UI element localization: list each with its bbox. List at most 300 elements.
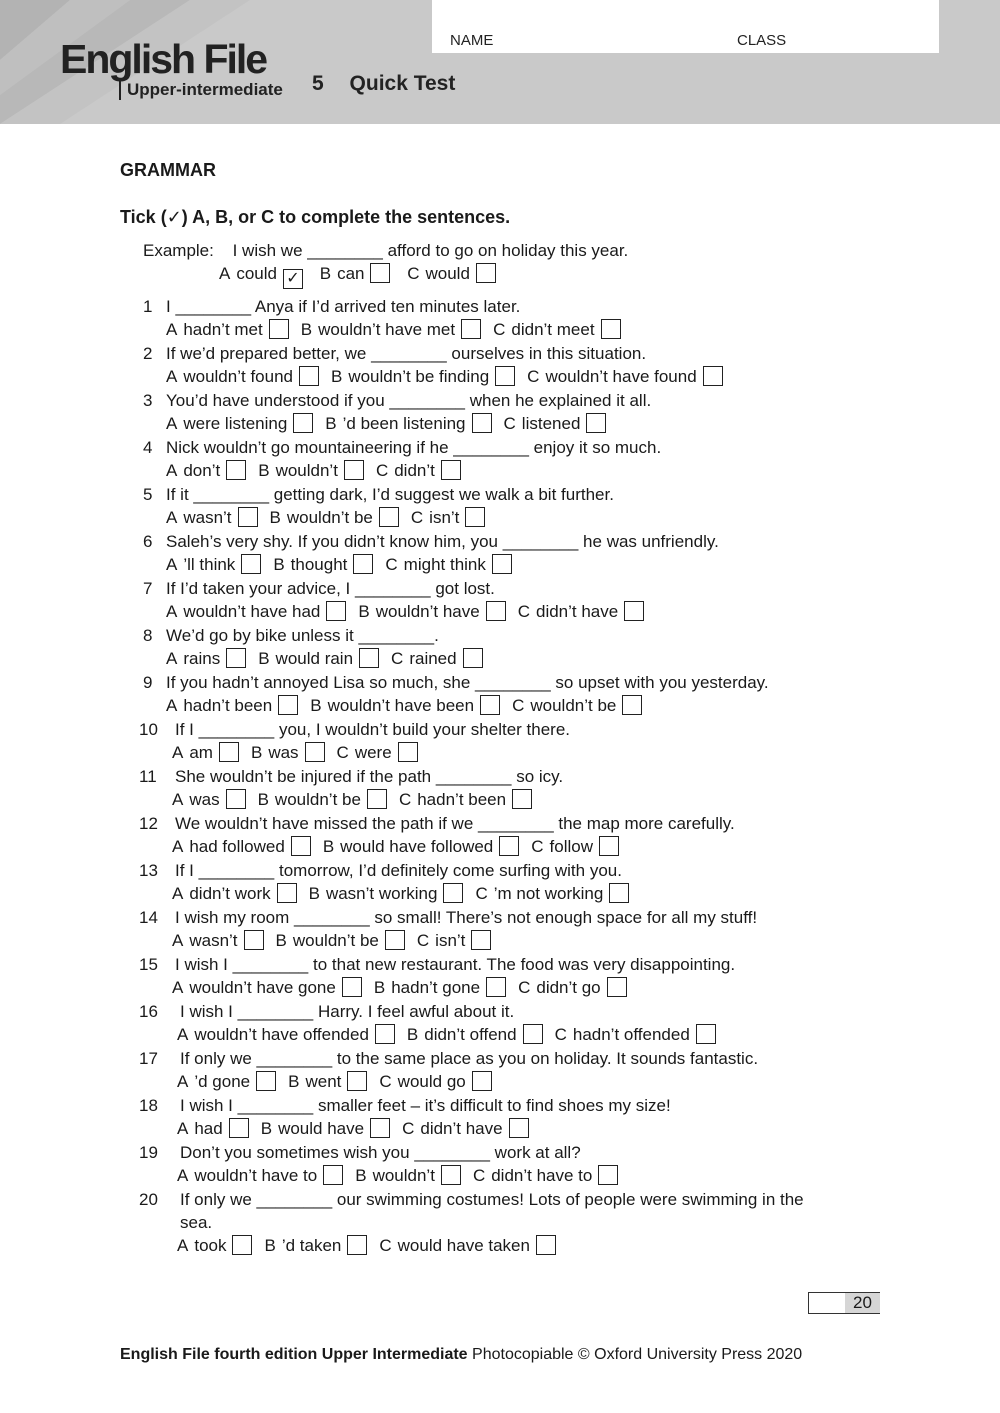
answer-checkbox[interactable] xyxy=(347,1071,367,1091)
option-text: didn’t go xyxy=(536,978,601,997)
option-letter: B xyxy=(325,414,337,433)
answer-checkbox[interactable] xyxy=(523,1024,543,1044)
example-checkbox[interactable] xyxy=(476,263,496,283)
answer-option xyxy=(276,931,405,950)
option-text: didn’t meet xyxy=(511,320,595,339)
question-number: 8 xyxy=(143,626,153,645)
option-letter: A xyxy=(172,743,184,762)
question-options xyxy=(177,1118,541,1140)
answer-checkbox[interactable] xyxy=(226,460,246,480)
option-text: wasn’t xyxy=(183,508,232,527)
score-total: 20 xyxy=(845,1293,880,1313)
answer-checkbox[interactable] xyxy=(269,319,289,339)
answer-checkbox[interactable] xyxy=(375,1024,395,1044)
answer-checkbox[interactable] xyxy=(323,1165,343,1185)
answer-option xyxy=(258,461,364,480)
option-text: am xyxy=(189,743,213,762)
option-letter: B xyxy=(257,790,269,809)
answer-checkbox[interactable] xyxy=(226,789,246,809)
answer-checkbox[interactable] xyxy=(461,319,481,339)
question-sentence: She wouldn’t be injured if the path ________ so icy. xyxy=(175,767,564,786)
option-text: hadn’t met xyxy=(183,320,263,339)
answer-option xyxy=(399,790,532,809)
answer-option xyxy=(379,1072,491,1091)
option-text: took xyxy=(194,1236,227,1255)
option-letter: C xyxy=(472,1166,486,1185)
class-label: CLASS xyxy=(737,32,787,49)
answer-checkbox[interactable] xyxy=(471,930,491,950)
answer-option xyxy=(177,1025,395,1044)
question-number: 6 xyxy=(143,532,153,551)
question-options xyxy=(166,507,497,529)
option-letter: A xyxy=(166,367,178,386)
logo-title: English File xyxy=(60,36,267,82)
answer-checkbox[interactable] xyxy=(359,648,379,668)
answer-checkbox[interactable] xyxy=(219,742,239,762)
option-text: would have followed xyxy=(340,837,494,856)
question-sentence: I ________ Anya if I’d arrived ten minutes later. xyxy=(166,297,521,316)
option-letter: C xyxy=(416,931,430,950)
question-sentence: I wish I ________ Harry. I feel awful about it. xyxy=(180,1002,515,1021)
answer-option xyxy=(251,743,325,762)
option-letter: A xyxy=(177,1025,189,1044)
option-letter: C xyxy=(517,602,530,621)
answer-checkbox[interactable] xyxy=(499,836,519,856)
option-text: wouldn’t have found xyxy=(545,367,697,386)
answer-option xyxy=(258,649,379,668)
option-text: wouldn’t have xyxy=(375,602,480,621)
option-text: would rain xyxy=(275,649,354,668)
option-text: wouldn’t have gone xyxy=(189,978,336,997)
section-heading: GRAMMAR xyxy=(120,160,216,180)
question-number: 3 xyxy=(143,391,153,410)
answer-checkbox[interactable] xyxy=(277,883,297,903)
option-text: hadn’t been xyxy=(417,790,507,809)
option-text: might think xyxy=(403,555,486,574)
answer-option xyxy=(172,837,311,856)
option-letter: C xyxy=(398,790,412,809)
option-letter: A xyxy=(177,1236,189,1255)
option-letter: A xyxy=(166,602,178,621)
question-sentence: We wouldn’t have missed the path if we ________ the map more carefully. xyxy=(175,814,735,833)
question-options xyxy=(166,648,495,670)
option-text: wouldn’t be xyxy=(292,931,379,950)
answer-checkbox[interactable] xyxy=(441,460,461,480)
answer-option xyxy=(531,837,619,856)
question-options xyxy=(166,460,473,482)
answer-checkbox[interactable] xyxy=(601,319,621,339)
option-letter: C xyxy=(527,367,540,386)
test-number: 5 xyxy=(312,72,324,95)
question-sentence: Don’t you sometimes wish you ________ work at all? xyxy=(180,1143,581,1162)
question-number: 20 xyxy=(139,1190,158,1209)
option-text: wouldn’t have met xyxy=(318,320,456,339)
question-sentence: I wish I ________ to that new restaurant. The food was very disappointing. xyxy=(175,955,736,974)
question-options xyxy=(172,930,503,952)
page-header xyxy=(0,0,1000,124)
answer-option xyxy=(166,367,319,386)
answer-checkbox[interactable] xyxy=(463,648,483,668)
example-text: I wish we ________ afford to go on holiday this year. xyxy=(232,241,629,260)
answer-checkbox[interactable] xyxy=(347,1235,367,1255)
option-letter: B xyxy=(406,1025,419,1044)
option-letter: C xyxy=(531,837,544,856)
answer-option xyxy=(177,1072,276,1091)
answer-option xyxy=(261,1119,390,1138)
question-sentence: If it ________ getting dark, I’d suggest we walk a bit further. xyxy=(166,485,614,504)
option-letter: A xyxy=(172,931,184,950)
question-options xyxy=(166,695,654,717)
example-options xyxy=(219,263,508,289)
option-text: rained xyxy=(409,649,457,668)
answer-checkbox[interactable] xyxy=(232,1235,252,1255)
answer-option xyxy=(376,461,461,480)
answer-option xyxy=(264,1236,367,1255)
answer-checkbox[interactable] xyxy=(229,1118,249,1138)
option-text: went xyxy=(305,1072,342,1091)
option-text: thought xyxy=(290,555,348,574)
answer-checkbox[interactable] xyxy=(226,648,246,668)
question-sentence: Saleh’s very shy. If you didn’t know him, you ________ he was unfriendly. xyxy=(166,532,719,551)
option-text: rains xyxy=(183,649,221,668)
option-letter: B xyxy=(355,1166,367,1185)
answer-option xyxy=(527,367,723,386)
option-letter: C xyxy=(512,696,525,715)
example-option: C would xyxy=(407,264,496,283)
example-checkbox[interactable]: ✓ xyxy=(283,269,303,289)
question-number: 16 xyxy=(139,1002,158,1021)
answer-option xyxy=(493,320,620,339)
answer-checkbox[interactable] xyxy=(291,836,311,856)
question-options xyxy=(177,1165,630,1187)
answer-checkbox[interactable] xyxy=(622,695,642,715)
test-title xyxy=(312,72,455,96)
option-text: wouldn’t have offended xyxy=(194,1025,369,1044)
option-text: wouldn’t be xyxy=(274,790,361,809)
option-letter: A xyxy=(166,461,178,480)
question-options xyxy=(177,1235,568,1257)
answer-option xyxy=(518,978,627,997)
option-text: ’m not working xyxy=(493,884,604,903)
question-number: 15 xyxy=(139,955,158,974)
option-text: had xyxy=(194,1119,223,1138)
answer-option xyxy=(177,1119,249,1138)
name-class-box xyxy=(432,0,939,53)
answer-checkbox[interactable] xyxy=(512,789,532,809)
answer-option xyxy=(273,555,373,574)
answer-option xyxy=(355,1166,461,1185)
option-letter: A xyxy=(166,696,178,715)
option-text: had followed xyxy=(189,837,285,856)
answer-option xyxy=(331,367,515,386)
option-text: ’ll think xyxy=(183,555,236,574)
option-letter: B xyxy=(260,1119,273,1138)
answer-checkbox[interactable] xyxy=(586,413,606,433)
answer-checkbox[interactable] xyxy=(492,554,512,574)
option-text: listened xyxy=(521,414,581,433)
question-sentence-continued: sea. xyxy=(180,1213,213,1232)
option-text: didn’t have xyxy=(535,602,619,621)
option-text: hadn’t been xyxy=(183,696,273,715)
answer-checkbox[interactable] xyxy=(353,554,373,574)
answer-checkbox[interactable] xyxy=(598,1165,618,1185)
answer-option xyxy=(325,414,491,433)
option-letter: B xyxy=(288,1072,300,1091)
answer-checkbox[interactable] xyxy=(599,836,619,856)
option-letter: C xyxy=(375,461,389,480)
option-text: would have taken xyxy=(397,1236,530,1255)
option-text: would have xyxy=(278,1119,365,1138)
question-options xyxy=(166,413,618,435)
option-letter: A xyxy=(172,978,184,997)
option-letter: B xyxy=(310,696,322,715)
question-number: 5 xyxy=(143,485,153,504)
option-letter: C xyxy=(518,978,531,997)
answer-checkbox[interactable] xyxy=(609,883,629,903)
answer-checkbox[interactable] xyxy=(344,460,364,480)
option-text: wouldn’t be finding xyxy=(348,367,490,386)
answer-checkbox[interactable] xyxy=(509,1118,529,1138)
option-text: was xyxy=(268,743,299,762)
option-text: wouldn’t be xyxy=(286,508,373,527)
option-letter: C xyxy=(385,555,398,574)
option-text: wasn’t working xyxy=(325,884,438,903)
question-sentence: If only we ________ our swimming costumes! Lots of people were swimming in the xyxy=(180,1190,804,1209)
footer-title: English File fourth edition Upper Intermediate xyxy=(120,1346,468,1363)
question-options xyxy=(177,1071,504,1093)
answer-checkbox[interactable] xyxy=(293,413,313,433)
answer-option xyxy=(172,884,297,903)
answer-option xyxy=(166,461,246,480)
question-sentence: If I ________ you, I wouldn’t build your shelter there. xyxy=(175,720,571,739)
option-letter: B xyxy=(300,320,313,339)
answer-checkbox[interactable] xyxy=(299,366,319,386)
score-box xyxy=(808,1292,880,1314)
question-sentence: I wish my room ________ so small! There’s not enough space for all my stuff! xyxy=(175,908,758,927)
answer-checkbox[interactable] xyxy=(278,695,298,715)
answer-option xyxy=(402,1119,529,1138)
question-options xyxy=(177,1024,728,1046)
option-text: wouldn’t have been xyxy=(327,696,475,715)
answer-option xyxy=(323,837,519,856)
question-number: 12 xyxy=(139,814,158,833)
option-text: were xyxy=(354,743,392,762)
example-option: A could ✓ xyxy=(219,264,303,283)
option-text: wouldn’t xyxy=(275,461,338,480)
question-number: 14 xyxy=(139,908,158,927)
option-letter: B xyxy=(322,837,335,856)
answer-option xyxy=(518,602,645,621)
option-letter: C xyxy=(554,1025,567,1044)
answer-checkbox[interactable] xyxy=(472,1071,492,1091)
question-options xyxy=(166,554,524,576)
question-number: 7 xyxy=(143,579,153,598)
answer-option xyxy=(385,555,511,574)
option-text: didn’t work xyxy=(189,884,271,903)
option-text: isn’t xyxy=(435,931,466,950)
option-text: wouldn’t have had xyxy=(183,602,321,621)
answer-checkbox[interactable] xyxy=(486,977,506,997)
option-letter: B xyxy=(308,884,320,903)
answer-option xyxy=(166,508,258,527)
question-sentence: We’d go by bike unless it ________. xyxy=(166,626,439,645)
question-sentence: You’d have understood if you ________ when he explained it all. xyxy=(166,391,652,410)
answer-checkbox[interactable] xyxy=(486,601,506,621)
answer-option xyxy=(504,414,607,433)
option-letter: A xyxy=(166,320,178,339)
question-options xyxy=(172,836,631,858)
example-option: B can xyxy=(320,264,391,283)
answer-option xyxy=(258,790,387,809)
answer-checkbox[interactable] xyxy=(703,366,723,386)
answer-option xyxy=(166,320,289,339)
option-letter: B xyxy=(373,978,386,997)
answer-checkbox[interactable] xyxy=(385,930,405,950)
option-letter: B xyxy=(330,367,343,386)
question-number: 19 xyxy=(139,1143,158,1162)
question-options xyxy=(172,883,641,905)
answer-checkbox[interactable] xyxy=(342,977,362,997)
answer-checkbox[interactable] xyxy=(370,1118,390,1138)
question-sentence: If we’d prepared better, we ________ ourselves in this situation. xyxy=(166,344,647,363)
answer-checkbox[interactable] xyxy=(607,977,627,997)
question-number: 4 xyxy=(143,438,153,457)
option-letter: C xyxy=(493,320,506,339)
option-text: hadn’t gone xyxy=(391,978,481,997)
question-number: 2 xyxy=(143,344,153,363)
answer-checkbox[interactable] xyxy=(305,742,325,762)
option-letter: C xyxy=(503,414,516,433)
answer-option xyxy=(288,1072,367,1091)
option-letter: B xyxy=(358,602,370,621)
option-letter: B xyxy=(275,931,287,950)
answer-option xyxy=(166,602,346,621)
question-options xyxy=(166,319,633,341)
answer-option xyxy=(473,1166,618,1185)
answer-checkbox[interactable] xyxy=(465,507,485,527)
option-letter: A xyxy=(166,649,178,668)
answer-checkbox[interactable] xyxy=(472,413,492,433)
answer-checkbox[interactable] xyxy=(536,1235,556,1255)
answer-option xyxy=(166,696,298,715)
option-text: wouldn’t found xyxy=(183,367,293,386)
option-text: didn’t have xyxy=(420,1119,503,1138)
question-options xyxy=(172,742,430,764)
answer-option xyxy=(310,696,500,715)
question-options xyxy=(172,789,544,811)
question-sentence: Nick wouldn’t go mountaineering if he ________ enjoy it so much. xyxy=(166,438,662,457)
answer-option xyxy=(475,884,629,903)
answer-checkbox[interactable] xyxy=(241,554,261,574)
option-text: ’d been listening xyxy=(342,414,466,433)
option-text: wouldn’t be xyxy=(530,696,617,715)
answer-option xyxy=(337,743,418,762)
question-number: 13 xyxy=(139,861,158,880)
option-letter: A xyxy=(166,508,178,527)
answer-option xyxy=(172,931,264,950)
option-text: wouldn’t have to xyxy=(194,1166,318,1185)
option-text: would go xyxy=(397,1072,466,1091)
question-options xyxy=(166,366,735,388)
option-text: didn’t offend xyxy=(424,1025,517,1044)
answer-checkbox[interactable] xyxy=(244,930,264,950)
answer-option xyxy=(358,602,505,621)
answer-option xyxy=(177,1166,343,1185)
answer-checkbox[interactable] xyxy=(696,1024,716,1044)
option-letter: C xyxy=(379,1072,392,1091)
option-text: follow xyxy=(549,837,594,856)
question-sentence: If you hadn’t annoyed Lisa so much, she ________ so upset with you yesterday. xyxy=(166,673,769,692)
option-letter: A xyxy=(166,555,178,574)
answer-checkbox[interactable] xyxy=(443,883,463,903)
answer-checkbox[interactable] xyxy=(367,789,387,809)
question-sentence: I wish I ________ smaller feet – it’s difficult to find shoes my size! xyxy=(180,1096,671,1115)
question-number: 1 xyxy=(143,297,153,316)
answer-option xyxy=(166,649,246,668)
answer-option xyxy=(555,1025,716,1044)
option-letter: C xyxy=(402,1119,415,1138)
answer-checkbox[interactable] xyxy=(495,366,515,386)
answer-option xyxy=(172,978,362,997)
answer-checkbox[interactable] xyxy=(379,507,399,527)
option-letter: B xyxy=(269,508,281,527)
answer-option xyxy=(301,320,481,339)
option-letter: B xyxy=(273,555,285,574)
option-letter: B xyxy=(258,649,270,668)
example-sentence xyxy=(143,240,628,262)
answer-checkbox[interactable] xyxy=(326,601,346,621)
option-letter: B xyxy=(250,743,263,762)
option-text: were listening xyxy=(183,414,288,433)
question-number: 17 xyxy=(139,1049,158,1068)
option-letter: B xyxy=(258,461,270,480)
question-options xyxy=(166,601,656,623)
option-text: didn’t xyxy=(394,461,435,480)
option-letter: C xyxy=(475,884,488,903)
option-text: hadn’t offended xyxy=(572,1025,690,1044)
question-sentence: If I’d taken your advice, I ________ got lost. xyxy=(166,579,495,598)
answer-checkbox[interactable] xyxy=(398,742,418,762)
question-options xyxy=(172,977,639,999)
option-letter: C xyxy=(379,1236,392,1255)
option-text: was xyxy=(189,790,220,809)
question-sentence: If only we ________ to the same place as you on holiday. It sounds fantastic. xyxy=(180,1049,759,1068)
option-letter: A xyxy=(172,790,184,809)
test-name: Quick Test xyxy=(349,72,456,95)
answer-checkbox[interactable] xyxy=(238,507,258,527)
question-number: 9 xyxy=(143,673,153,692)
option-text: ’d gone xyxy=(194,1072,251,1091)
answer-option xyxy=(166,414,313,433)
option-text: don’t xyxy=(183,461,221,480)
option-letter: A xyxy=(177,1166,189,1185)
answer-checkbox[interactable] xyxy=(480,695,500,715)
example-label: Example: xyxy=(143,241,214,260)
answer-option xyxy=(177,1236,252,1255)
answer-checkbox[interactable] xyxy=(624,601,644,621)
option-text: ’d taken xyxy=(281,1236,342,1255)
question-number: 10 xyxy=(139,720,158,739)
option-letter: A xyxy=(166,414,178,433)
answer-option xyxy=(172,743,239,762)
example-checkbox[interactable] xyxy=(370,263,390,283)
answer-option xyxy=(512,696,642,715)
option-text: isn’t xyxy=(429,508,460,527)
option-letter: A xyxy=(177,1119,189,1138)
option-letter: A xyxy=(177,1072,189,1091)
answer-checkbox[interactable] xyxy=(256,1071,276,1091)
answer-checkbox[interactable] xyxy=(441,1165,461,1185)
